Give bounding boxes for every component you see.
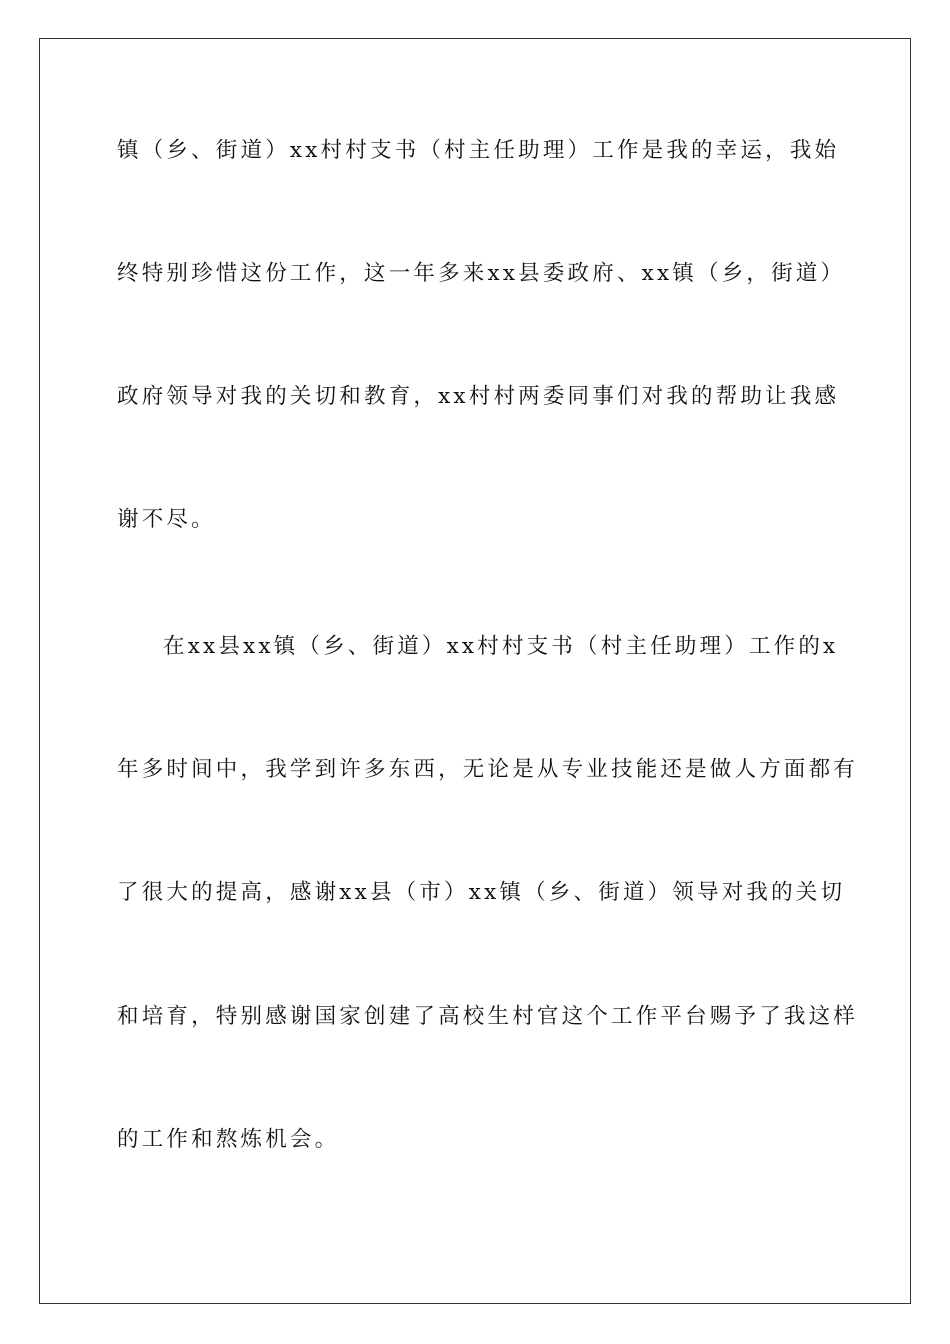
text-line: 了很大的提高，感谢xx县（市）xx镇（乡、街道）领导对我的关切 bbox=[117, 880, 846, 905]
text-line: 谢不尽。 bbox=[117, 507, 216, 532]
text-line: 终特别珍惜这份工作，这一年多来xx县委政府、xx镇（乡，街道） bbox=[117, 261, 846, 286]
text-line: 年多时间中，我学到许多东西，无论是从专业技能还是做人方面都有 bbox=[117, 757, 859, 782]
text-line: 和培育，特别感谢国家创建了高校生村官这个工作平台赐予了我这样 bbox=[117, 1004, 859, 1029]
text-line: 的工作和熬炼机会。 bbox=[117, 1127, 340, 1152]
text-line: 镇（乡、街道）xx村村支书（村主任助理）工作是我的幸运，我始 bbox=[117, 138, 840, 163]
text-line: 政府领导对我的关切和教育，xx村村两委同事们对我的帮助让我感 bbox=[117, 384, 840, 409]
page-border bbox=[39, 38, 911, 1304]
text-line: 在xx县xx镇（乡、街道）xx村村支书（村主任助理）工作的x bbox=[163, 634, 839, 659]
